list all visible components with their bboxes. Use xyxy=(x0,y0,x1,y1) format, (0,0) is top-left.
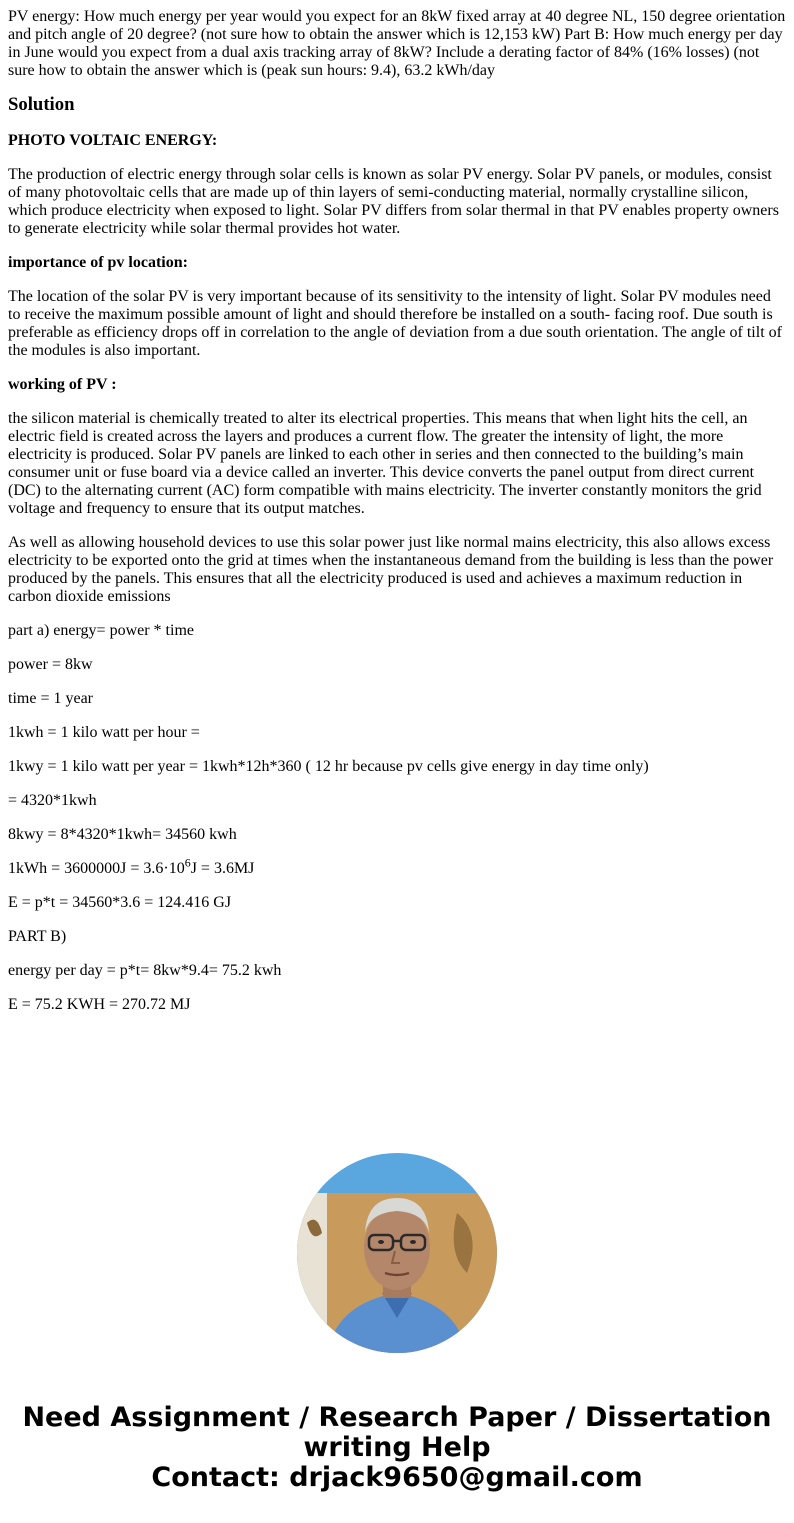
document-body xyxy=(8,8,787,1030)
calc-line: 1kwy = 1 kilo watt per year = 1kwh*12h*360 ( 12 hr because pv cells give energy in day time only) xyxy=(8,758,649,775)
pv-paragraph: The production of electric energy through solar cells is known as solar PV energy. Solar PV panels, or modules, consist of many photovoltaic cells that are made up of thin layers of semi-conducting material, normally crystalline silicon, which produce electricity when exposed to light. Solar PV differs from solar thermal in that PV enables property owners to generate electricity while solar thermal provides hot water. xyxy=(8,166,779,237)
calc-line: 8kwy = 8*4320*1kwh= 34560 kwh xyxy=(8,826,237,843)
calc-line: power = 8kw xyxy=(8,656,93,673)
pv-heading-text: PHOTO VOLTAIC ENERGY: xyxy=(8,132,218,149)
calc-line: 1kwh = 1 kilo watt per hour = xyxy=(8,724,200,741)
location-heading-text: importance of pv location: xyxy=(8,254,188,271)
calc-joules-exponent: 6 xyxy=(184,855,191,870)
avatar-portrait xyxy=(297,1153,497,1353)
calc-line: time = 1 year xyxy=(8,690,93,707)
calc-line: part a) energy= power * time xyxy=(8,622,194,639)
working-heading xyxy=(8,376,787,394)
calc-line: E = 75.2 KWH = 270.72 MJ xyxy=(8,996,191,1013)
footer-line: Need Assignment / Research Paper / Dissertation xyxy=(22,1402,772,1433)
calc-line: = 4320*1kwh xyxy=(8,792,97,809)
location-heading xyxy=(8,254,787,272)
working-heading-text: working of PV : xyxy=(8,376,117,393)
question-text: PV energy: How much energy per year would you expect for an 8kW fixed array at 40 degree NL, 150 degree orientation and pitch angle of 20 degree? (not sure how to obtain the answer which is 12,153 kW) Part B: How much energy per day in June would you expect from a dual axis tracking array of 8kW? Include a derating factor of 84% (16% losses) (not sure how to obtain the answer which is (peak sun hours: 9.4), 63.2 kWh/day xyxy=(8,8,786,79)
contact-footer xyxy=(0,1403,794,1493)
pv-heading xyxy=(8,132,787,150)
footer-line: writing Help xyxy=(303,1432,491,1463)
avatar xyxy=(297,1153,497,1353)
footer-contact: Contact: drjack9650@gmail.com xyxy=(151,1462,643,1493)
calc-line: PART B) xyxy=(8,928,67,945)
working-paragraph: the silicon material is chemically treated to alter its electrical properties. This means that when light hits the cell, an electric field is created across the layers and produces a current flow. The greater the intensity of light, the more electricity is produced. Solar PV panels are linked to each other in series and then connected to the building’s main consumer unit or fuse board via a device called an inverter. This device converts the panel output from direct current (DC) to the alternating current (AC) form compatible with mains electricity. The inverter constantly monitors the grid voltage and frequency to ensure that its output matches. xyxy=(8,410,762,517)
calc-joules-pre: 1kWh = 3600000J = 3.6·10 xyxy=(8,860,185,877)
calc-joules-post: J = 3.6MJ xyxy=(190,860,255,877)
location-paragraph: The location of the solar PV is very important because of its sensitivity to the intensity of light. Solar PV modules need to receive the maximum possible amount of light and should therefore be installed on a south- facing roof. Due south is preferable as efficiency drops off in correlation to the angle of deviation from a due south orientation. The angle of tilt of the modules is also important. xyxy=(8,288,782,359)
calc-line-joules xyxy=(8,855,787,878)
solution-heading: Solution xyxy=(8,94,75,115)
grid-paragraph: As well as allowing household devices to use this solar power just like normal mains electricity, this also allows excess electricity to be exported onto the grid at times when the instantaneous demand from the building is less than the power produced by the panels. This ensures that all the electricity produced is used and achieves a maximum reduction in carbon dioxide emissions xyxy=(8,534,774,605)
calc-line: energy per day = p*t= 8kw*9.4= 75.2 kwh xyxy=(8,962,282,979)
calc-line: E = p*t = 34560*3.6 = 124.416 GJ xyxy=(8,894,232,911)
